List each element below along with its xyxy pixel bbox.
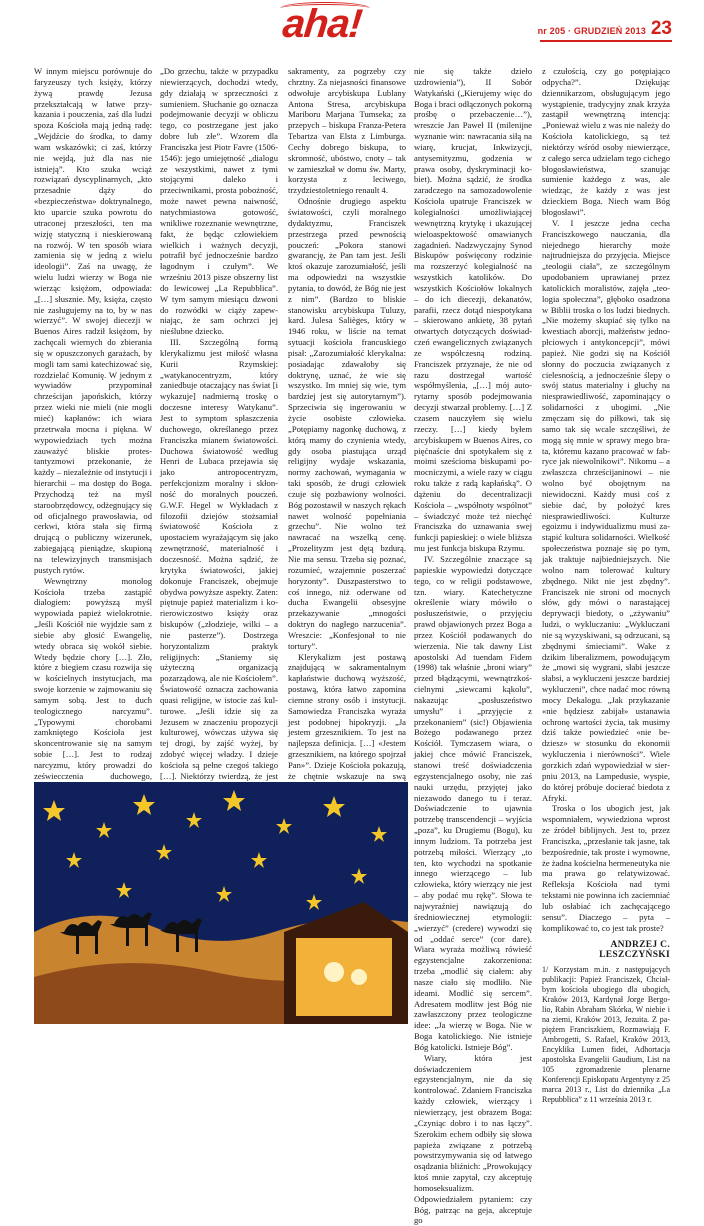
- issue-label: nr 205 · GRUDZIEŃ 2013: [537, 26, 646, 36]
- paragraph: z czułością, czy go potępiająco odpycha?”. Dziękując dziennikarzom, obsługującym jego wystąpienie, tradycyjny znak krzyża zastąpił wewnętrzną intencją: „Ponieważ wielu z was nie należy do Kościoła katolickiego, są też niektórzy wśród osoby niewierzące, z całego serca udzielam tego cichego błogosławieństwa, szanując sumienie każdego z was, ale wiedząc, że każdy z was jest dzieckiem Boga. Niech wam Bóg błogosławi”.: [542, 66, 670, 217]
- paragraph: „Do grzechu, także w przypadku niewierzących, dochodzi wtedy, gdy działają w sprzeczności z sumieniem. Słuchanie go oznacza podejmowanie decyzji w obliczu tego, co postrzegane jest jako dobre lub złe”. Wzorem dla Franciszka jest Piotr Favre (1506-1546): jego umiejętność „dialogu ze wszystkimi, nawet z tymi stojącymi daleko i przeciwnikami, prosta pobożność, może nawet pewna naiwność, natychmiastowa gotowość, wnikliwe rozeznanie wewnętrzne, fakt, że będąc człowiekiem wielkich i ważnych decyzji, potrafił być jednocześnie bardzo łagodnym i czułym”. We wrześniu 2013 pisze obszerny list do lewicowej „La Repubblica”. W tym samym miesiącu dzwoni do rozwódki w ciąży zapewniając, że sam ochrzci jej nieślubne dziecko.: [160, 66, 278, 337]
- article-column-4: [414, 66, 532, 1226]
- magazine-logo[interactable]: aha!: [280, 2, 364, 46]
- article-column-1: [34, 66, 152, 781]
- footnote-text: 1/ Korzystam m.in. z następujących publikacji: Papież Franciszek, Chciałbym kościoła ubogiego dla ubogich, Kraków 2013, Kardynał Jorge Bergolio, Rabin Abraham Skórka, W niebie i na ziemi, Kraków 2013, Jezuita. Z papiężem Franciszkiem, Rozmawiają F. Ambrogetti, S. Rafael, Kraków 2013, Encyklika Lumen fidei, Adhortacja apostolska Evangelii Gaudium, List na 105 zgromadzenie plenarne Konferencji Episkopatu Argentyny z 25 marca 2013 r., List do dziennika „La Repubblica” z 11 września 2013 r.: [542, 965, 670, 1105]
- holy-family-icon: [324, 962, 344, 982]
- paragraph: III. Szczególną formą klerykalizmu jest miłość własna Kurii Rzymskiej: „watykanocentryzm, który zaniedbuje otaczający nas świat [i wykazuje] nadmierną troskę o doczesne interesy Watykanu”. Jest to symptom spłaszczenia duchowego, określanego przez Franciszka mianem światowości. Duchowa światowość według Henri de Lubaca przejawia się jako antropocentryzm, perfekcjonizm moralny i skłonność do moralnych pouczeń. G.W.F. Hegel w Wykładach z filozofii dziejów stożsamiał światowość Kościoła z upostaciem wyrażającym się jako zewnętrzność, materialność i doczesność. Można sądzić, że krytyka światowości, jakiej dokonuje Franciszek, obejmuje obydwa powyższe aspekty. Zaten: piętnuje papież materializm i korierowiczostwo księży oraz biskupów („złodzieje, wilki – a nie pasterze”). Dostrzega horyzontalizm praktyk religijnych: „Staniemy się użyteczną organizacją pozarządową, ale nie Kościołem”. Światowość oznacza zachowania quasi religijne, w istocie zaś kulturowe. „Jeśli idzie się za Jezusem w znaczeniu propozycji kulturowej, wówczas używa się tej drogi, by zajść wyżej, by zdobyć więcej władzy. I dzieje kościoła są pełne czegoś takiego […]. Niektórzy twierdzą, że jest: [160, 337, 278, 781]
- paragraph: Troska o los ubogich jest, jak wspomniałem, wywiedziona wprost ze źródeł biblijnych. Jest to, przez Franciszka, „przesłanie tak jasne, tak bezpośrednie, tak proste i wymowne, że żadna kościelna hermeneutyka nie ma prawa go relatywizować. Refleksja Kościoła nad tymi tekstami nie powinna ich zaciemniać lub osłabiać ich zachęcającego sensu”. Diaczego – pyta – komplikować to, co jest tak proste?: [542, 803, 670, 933]
- nativity-night-illustration: [34, 782, 408, 1024]
- paragraph: nie się także dzieło uzdrowienia”), II Sobór Watykański („Kierujemy więc do Boga i braci odłączonych pokorną prośbę o przebaczenie…”), wreszcie Jan Paweł II (milenijne wyznanie win: nawracania siłą na wiarę, krucjat, Inkwizycji, antysemityzmu, godzenia w prawa osoby, dyskryminacji kobiet). Można sądzić, że środka zaradczego na samozadowolenie Kościoła upatruje Franciszek w kolegialności umożliwiającej wewnętrzną krytykę i ukazującej wieloaspektowość omawianych zagadnień. Nadzwyczajny Synod Biskupów poświęcony rodzinie ma rozszerzyć kolegialność na wszystkich katolików. Do wszystkich Kościołów lokalnych – do ich diecezji, dekanatów, parafii, rzecz dotąd niespotykana – skierowano ankietę, 38 pytań otwartych dotyczących doświadczeń ewangelicznych związanych ze współczesną rodziną. Franciszek przyznaje, że nie od razu dostrzegał wartość współmyślenia, „[…] mój autorytarny sposób podejmowania decyzji stwarzał problemy. […] Z czasem nauczyłem się wielu rzeczy. […] kiedy byłem arcybiskupem w Buenos Aires, co pięćnaście dni spotykałem się z moimi sześcioma biskupami pomocniczymi, a wiele razy w ciągu roku także z radą kapłańską”. O dążeniu do decentralizacji Kościoła – „współnoty wspólnot” – świadczyć może też niechęć Franciszka do uznawania swej funkcji papieskiej: o wiele bliższa mu jest funkcja biskupa Rzymu.: [414, 66, 532, 554]
- paragraph: sakramenty, za pogrzeby czy chrztny. Za niejasności finansowe odwołuje arcybiskupa Lublany Antona Stresa, arcybiskupa Mariboru Marjana Tumseka; za przepych – biskupa Franza-Petera Tebartza van Elsta z Limburga. Cechy dobrego biskupa, to skromność, ubóstwo, cnoty – tak w zamieszkał w domu św. Marty, korzysta z leciwego, trzydziestoletniego renault 4.: [288, 66, 406, 196]
- page-header: [0, 0, 704, 58]
- paragraph: V. I jeszcze jedna cecha Franciszkowego nauczania, dla niejednego hierarchy może najtrudniejsza do przyjęcia. Miejsce „teologii ciała”, ze szczególnym upodobaniem uprawianej przez katolickich moralistów, zajęła „teologia społeczna”, głęboko osadzona w Biblii troska o los ludzi biednych. „Nie możemy skupiać się tylko na kwestiach aborcji, małżeństw jednopłciowych i antykoncepcji”, mówi papież. Nie godzi się na Kościół słonny do poczucia związanych z cielesnością, a jednocześnie ślepy o swój status materialny i głuchy na niesprawiedliwość, zapominający o solidarności z ubogimi. „Nie zmęczam się do piłkowi, tak się samo tak się wcale szczęśliwi, że mogą się mnie w sprawy mego brata, któremu kazano pracować w fabryce jak niewolnikowi”. Nikomu – a zwłaszcza chrześcijaninowi – nie wolno być obojętnym na niewidoczni. Każdy musi coś z siebie dać, by położyć kres niesprawiedliwości. Kulturze egoizmu i indywidualizmu musi zastąpić kultura solidarności. Wielkość społeczeństwa poznaje się po tym, jak traktuje najbiedniejszych. Nie wolno nam tolerować kultury zbędnego. Nikt nie jest zbędny”. Franciszek nie stroni od mocnych słów, gdy mówi o narastającej deprywacji biedoty, o „zżywaniu” ludzi, o wykluczaniu: „Wykluczani nie są wyzyskiwani, są odrzucani, są zbędnymi śmieciami”. Wake z dzikim liberalizmem, powodującym że „mowi się wygrani, słabi jeszcze słabsi, a wykluczeni jeszcze bardziej wykluczeni”, chce nadać moc równą mocy Dekalogu. „Jak przykazanie «nie będziesz zabijał» ustanawia ochronę wartości życia, tak musimy dziś także powiedzieć «nie bedziesz» w stosunku do ekonomii wykluczenia i nierówności”. Wiele gorzkich zdań wypowiedział w sierpniu 2013, na Lampedusie, wyspie, do której próbuje docierać biedota z Afryki.: [542, 217, 670, 803]
- paragraph: Wewnętrzny monolog Kościoła trzeba zastąpić dialogiem: powyższą myśl wypowiada papież wielokrotnie. „Jeśli Kościół nie wyjdzie sam z siebie aby głosić Ewangelię, wtedy obraca się wokół siebie. Wtedy będzie chory […]. Zło, które z biegiem czasu rozwija się w kościelnych instytucjach, ma swoje korzenie w zajmowaniu się samym sobą. Jest to duch teologicznego narcyzmu”. „Typowymi chorobami zamkniętego Kościoła jest skoncentrowanie się na samym sobie […]. Jest to rodzaj narcyzmu, który prowadzi do zeświecczenia duchowego,: [34, 575, 152, 781]
- paragraph: IV. Szczególnie znaczące są papieskie wypowiedzi dotyczące tego, co w religii podstawowe, tzn. wiary. Katechetyczne określenie wiary mówiło o posłuszeństwie, o przyjęciu prawd objawionych przez Boga a przez Kościół podawanych do wierzenia. Nie tak dawny List apostolski Ad tuendam Fidem (1998) tak właśnie „broni wiary” przed błądzącymi, wewnątrzkościelnymi „siewcami kąkolu”, nakazując „posłuszeństwo umysłu” i „przyjęcie z przekonaniem” (sic!) Objawienia Bożego podawanego przez Kościół. Tymczasem wiara, o jakiej chce mówić Franciszek, stanowi treść doświadczenia egzystencjalnego osoby, nie zaś nauki urzędu, przyjętej jako niezawodo danego tu i teraz. Doświadczenie to ujawnia potrzebę transcendencji – wyjścia „poza”, ku Drugiemu (Bogu), ku innym ludziom. Ta potrzeba jest potrzebą miłości. Wierzący „to ten, kto wychodzi na spotkanie innego wierzącego – lub człowieka, który wierzący nie jest – aby podać mu rękę”. Słowa te najwyraźniej nawiązują do średniowiecznej etymologii: „wierzyć” (credere) wywodzi się od „oddać serce” (cor dare). Wiara wyraża możliwą rówieść egzystencjalne zakorzeniona: trzeba „modlić się ciałem: aby nasze ciało się modliło. Nie ideami. Modlić się sercem”. Adresatem modlitw jest Bóg nie zawłaszczony przez teologiczne idee: „Ja wierzę w Boga. Nie w Boga katolickiego. Nie istnieje Bóg katolicki. Istnieje Bóg”.: [414, 553, 532, 1052]
- article-column-5: [542, 66, 670, 1105]
- page-number: 23: [650, 18, 672, 39]
- stable-glow: [296, 938, 392, 1016]
- paragraph: Wiary, która jest doświadczeniem egzystencjalnym, nie da się kontrolować. Zdaniem Franciszka każdy człowiek, wierzący i niewierzący, jest obrazem Boga: „Czyniąc dobro i to nas łączy”. Szerokim echem odbiły się słowa papieża związane z potrzebą powstrzymywania się od łatwego osądzania bliźnich: „Prowokujący ktoś mnie zapytał, czy akceptuję homoseksualizm. Odpowiedziałem pytaniem: czy Bóg, patrząc na geja, akceptuje go: [414, 1052, 532, 1226]
- author-signature: ANDRZEJ C. LESZCZYŃSKI: [599, 939, 670, 961]
- article-column-2: [160, 66, 278, 781]
- paragraph: Odnośnie drugiego aspektu światowości, czyli moralnego dydaktyzmu, Franciszek przestrzega przed pewnością pouczeń: „Pokora stanowi gwarancję, że Pan tam jest. Jeśli ktoś okazuje zarozumiałość, jeśli ma odpowiedzi na wszystkie pytania, to dowód, że Bóg nie jest z nim”. (Bardzo to bliskie stanowisku arcybiskupa Tuluzy, kard. Julesa Salièges, który w 1946 roku, w liście na temat sytuacji kościoła francuskiego pisał: „Zarozumiałość klerykalna: posiadając zdawałoby się doktrynę, uznać, że wie się wszystko. Im mniej się wie, tym bardziej jest się autorytarnym”). Sprzeciwia się ingerowaniu w życie osobiste człowieka. „Potępiamy nagonkę duchową, z którą mamy do czynienia wtedy, gdy osoba piastująca urząd religijny wydaje wskazania, normy zachowań, wymagania w taki sposób, że drugi człowiek czuje się pozbawiony wolności. Bóg pozostawił w naszych rękach nawet wolność popełniania grzechu”. Nie wolno też nawracać na wszelką cenę. „Prozelityzm jest dętą bzdurą. Nie ma sensu. Trzeba się poznać, rozumieć, wzajemnie poszerzać horyzonty”. Duszpasterstwo to coś innego, niż oderwane od ducha Ewangelii obsesyjne przekazywanie „mnogości doktryn do nagłego narzucenia”. Wreszcie: „Konfesjonał to nie tortury”.: [288, 196, 406, 651]
- paragraph: W innym miejscu porównuje do faryzeuszy tych księży, którzy żywą prawdę Jezusa przekształcają w łatwe przykazania i pouczenia, zaś dla ludzi spoza Kościoła mają jedną radę: „Wejdźcie do środka, to damy wam wskazówki; ci zaś, którzy nie wejdą, już dla nas nie istnieją”. Kto szuka wciąż rozwiązań dyscyplinarnych, „kto przesadnie dąży do «bezpieczeństwa» doktrynalnego, kto uparcie szuka powrotu do utraconej przeszłości, ten ma wizję statyczną i nieskierowaną na rozwój. W ten sposób wiara zamienia się w jedną z wielu ideologii”. Zaś na uwagę, że wielu ludzi wierzy w Boga nie wierząc księżom, odpowiada: „[…] słusznie. My, księża, często nie zasługujemy na to, by w nas wierzyć”. W swojej diecezji w Buenos Aires radził księżom, by zachęcali wiernych do zbierania się w opuszczonych garażach, by mogli tam sami katechizować się, rozdzielać Komunię. W jednym z wywiadów przypominał chrześcijan japońskich, którzy przez wieki nie mieli (nie mogli mieć) kapłanów: ich wiara przetrwała mocna i piękna. W wypowiedziach tych można zauważyć bliskie protestantyzmowi przekonanie, że każdy – niezależnie od instytucji i hierarchii – ma dostęp do Boga. Przychodzą też na myśl staroobrzędowcy, odżegnujący się od oficjalnego prawosławia, od cerkwi, która stała się firmą drującą o publiczny wizerunek, zabiegającą pieniądze, skupioną na telewizyjnych transmisjach pustych rytów.: [34, 66, 152, 575]
- paragraph: Klerykalizm jest postawą znajdującą w sakramentalnym kapłaństwie duchową wyższość, postawą, która łatwo zapomina ciemne strony osób i instytucji. Samowiedza Franciszka wyraża jest podobnej hipokryzji. „Ja jestem grzesznikiem. To jest na najlepsza definicja. […] «Jestem grzesznikiem, na którego spojrzał Pan»”. Dzieje Kościoła pokazują, że chętnie wskazuje na swą: [288, 651, 406, 781]
- header-rule: [540, 40, 672, 42]
- child-icon: [351, 969, 367, 985]
- footnote: [542, 965, 670, 1105]
